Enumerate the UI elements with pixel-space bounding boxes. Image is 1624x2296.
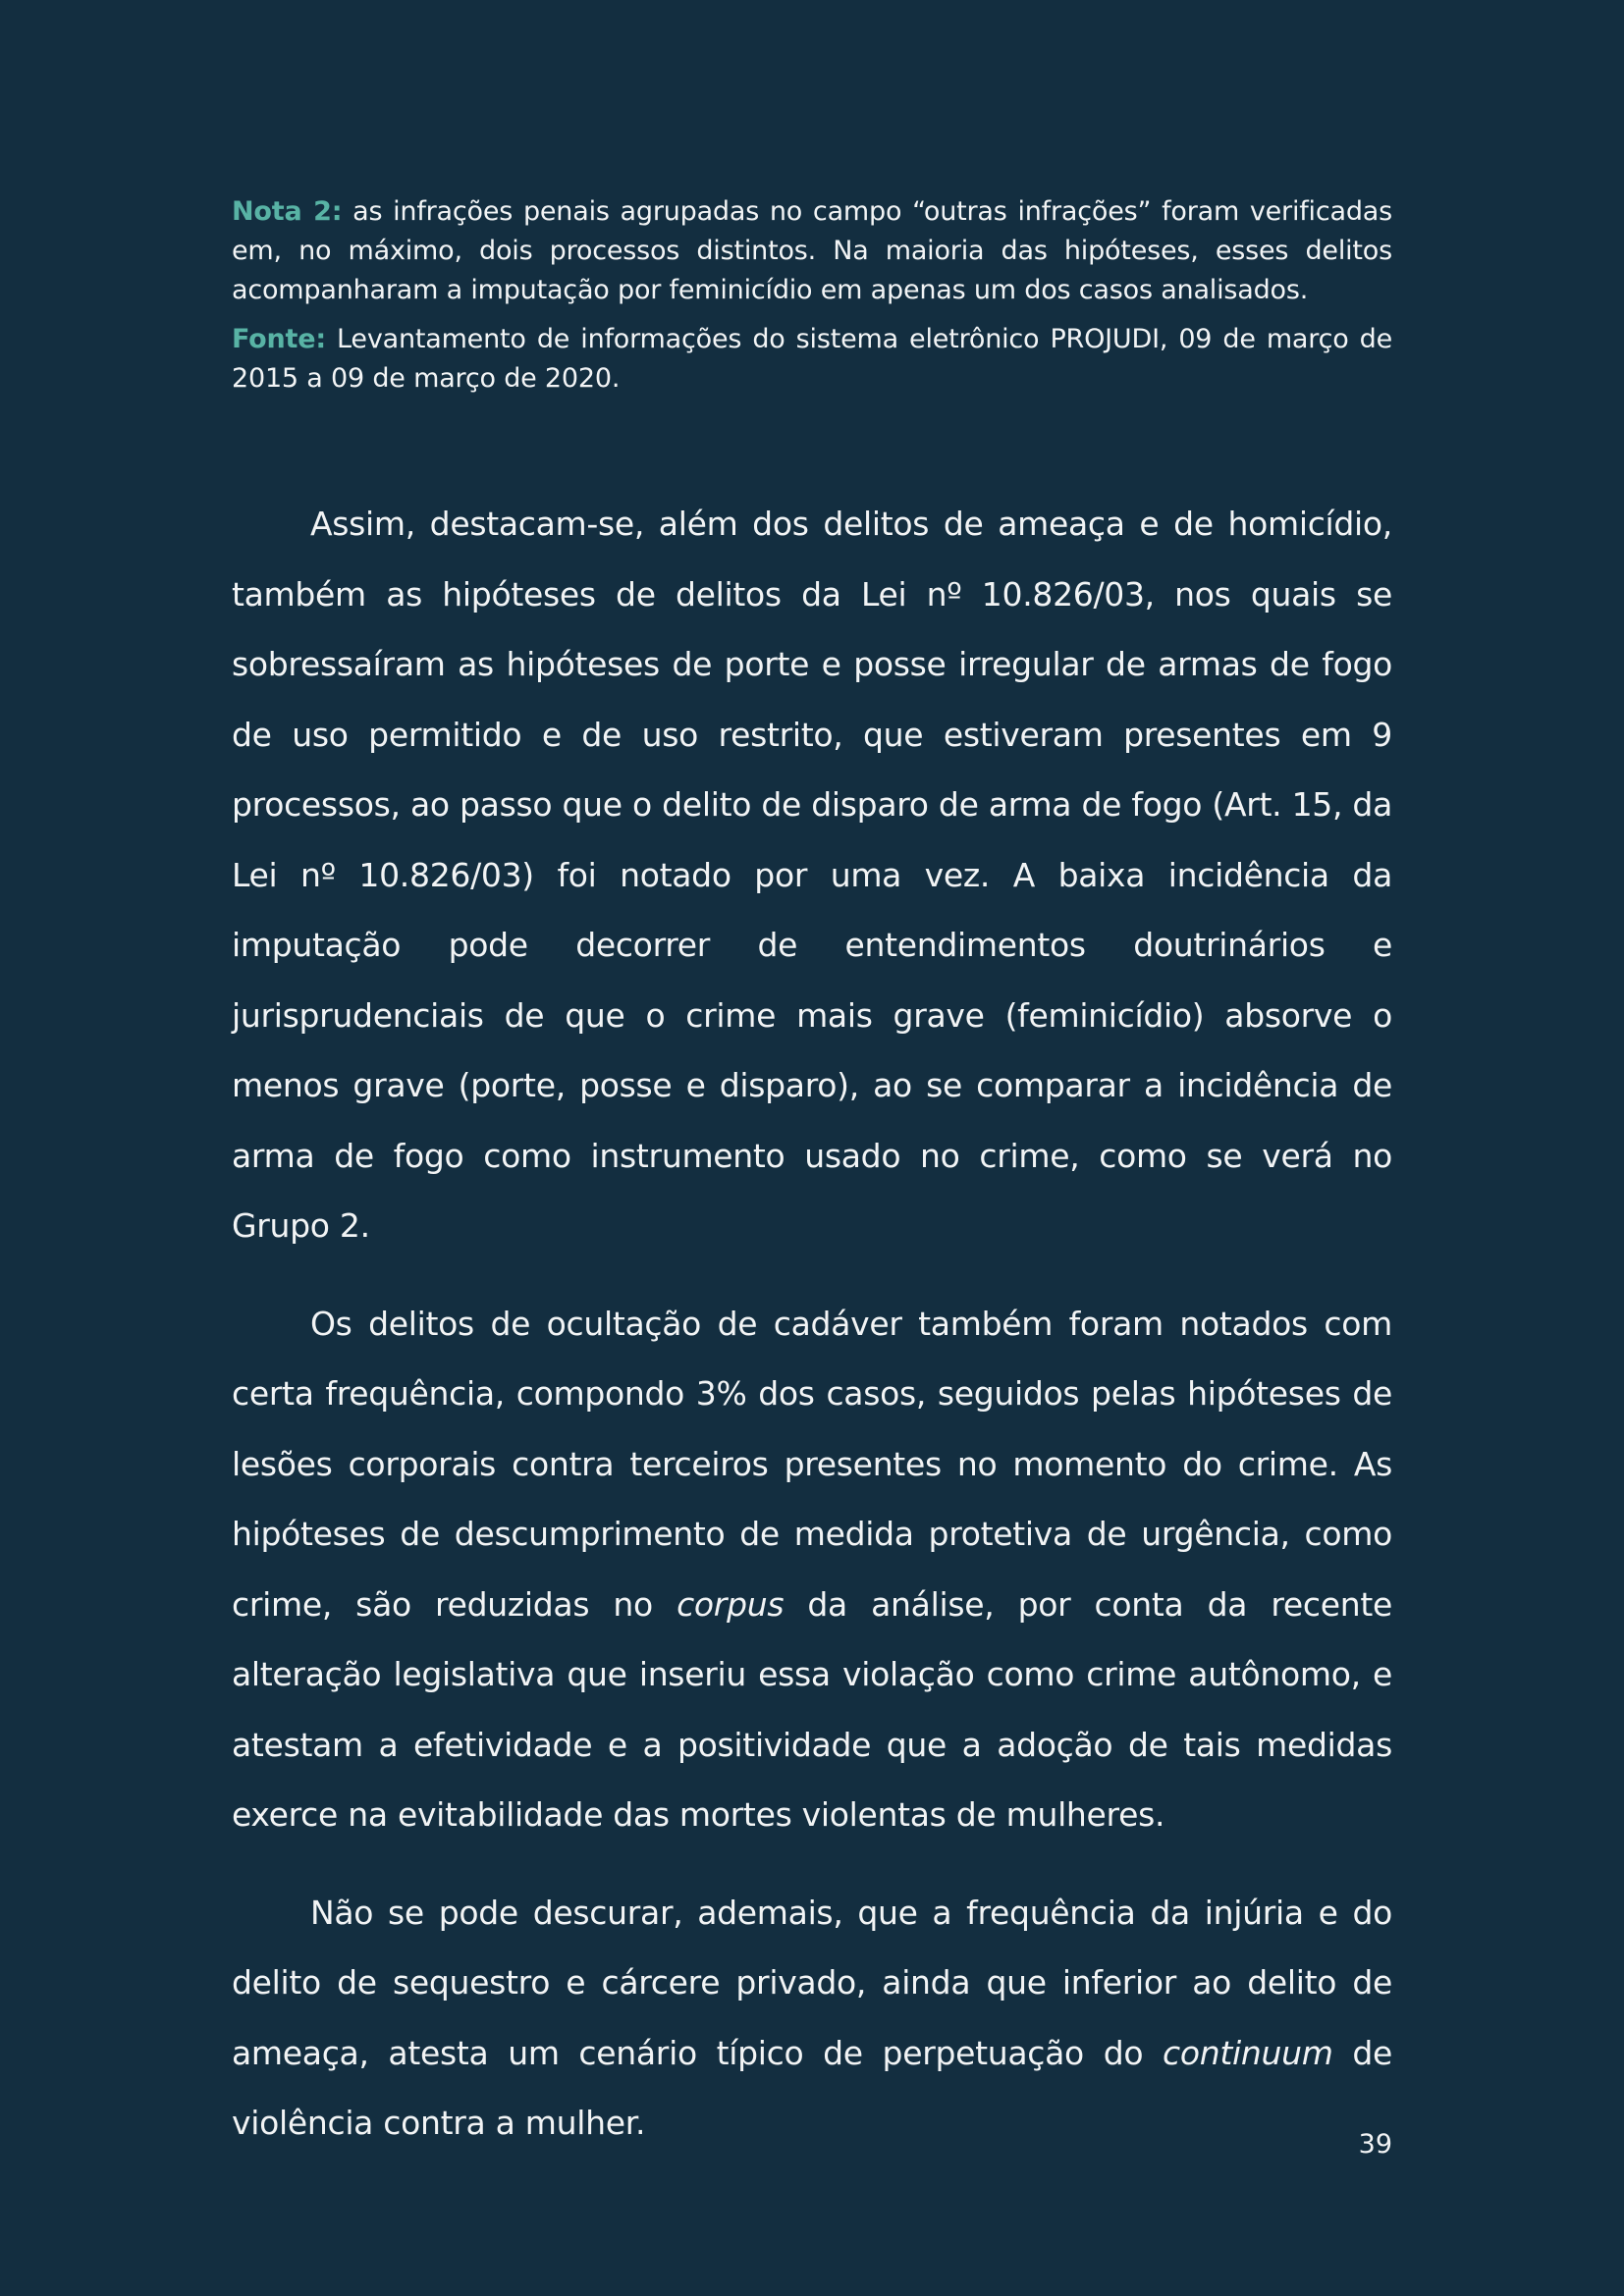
body-text [232,489,1392,2159]
paragraph-2 [232,1289,1392,1850]
paragraph-2-emphasis: corpus [677,1584,785,1624]
paragraph-3-emphasis: continuum [1163,2033,1333,2072]
source-note-text: Levantamento de informações do sistema eletrônico PROJUDI, 09 de março de 2015 a 09 de março de 2020. [232,324,1392,394]
paragraph-2-text-before: Os delitos de ocultação de cadáver também foram notados com certa frequência, compondo 3% dos casos, seguidos pelas hipóteses de lesões corporais contra terceiros presentes no momento do crime. As hipóteses de descumprimento de medida protetiva de urgência, como crime, são reduzidas no [232,1304,1392,1624]
paragraph-2-text-after: da análise, por conta da recente alteração legislativa que inseriu essa violação como crime autônomo, e atestam a efetividade e a positividade que a adoção de tais medidas exerce na evitabilidade das mortes violentas de mulheres. [232,1584,1392,1834]
paragraph-3 [232,1878,1392,2159]
source-note-label: Fonte: [232,324,326,354]
paragraph-1: Assim, destacam-se, além dos delitos de ameaça e de homicídio, também as hipóteses de delitos da Lei nº 10.826/03, nos quais se sobressaíram as hipóteses de porte e posse irregular de armas de fogo de uso permitido e de uso restrito, que estiveram presentes em 9 processos, ao passo que o delito de disparo de arma de fogo (Art. 15, da Lei nº 10.826/03) foi notado por uma vez. A baixa incidência da imputação pode decorrer de entendimentos doutrinários e jurisprudenciais de que o crime mais grave (feminicídio) absorve o menos grave (porte, posse e disparo), ao se comparar a incidência de arma de fogo como instrumento usado no crime, como se verá no Grupo 2. [232,505,1392,1245]
source-note [232,320,1392,399]
paragraph-3-text-before: Não se pode descurar, ademais, que a frequência da injúria e do delito de sequestro e cárcere privado, ainda que inferior ao delito de ameaça, atesta um cenário típico de perpetuação do [232,1893,1392,2072]
note-2 [232,192,1392,310]
paragraph-3-text-after: de violência contra a mulher. [232,2033,1392,2142]
note-2-text: as infrações penais agrupadas no campo “outras infrações” foram verificadas em, no máximo, dois processos distintos. Na maioria das hipóteses, esses delitos acompanharam a imputação por feminicídio em apenas um dos casos analisados. [232,196,1392,305]
page-content [232,192,1392,2186]
note-2-label: Nota 2: [232,196,343,227]
page-number: 39 [1358,2129,1392,2160]
